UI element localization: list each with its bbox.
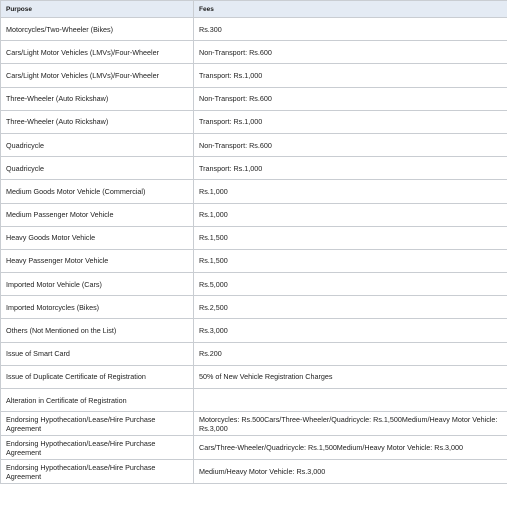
table-header xyxy=(1,1,507,18)
purpose-cell: Others (Not Mentioned on the List) xyxy=(1,319,194,342)
table-row xyxy=(1,110,507,133)
table-row xyxy=(1,319,507,342)
purpose-cell: Medium Goods Motor Vehicle (Commercial) xyxy=(1,180,194,203)
purpose-cell: Endorsing Hypothecation/Lease/Hire Purchase Agreement xyxy=(1,436,194,460)
purpose-cell: Three-Wheeler (Auto Rickshaw) xyxy=(1,87,194,110)
fee-cell: Cars/Three-Wheeler/Quadricycle: Rs.1,500Medium/Heavy Motor Vehicle: Rs.3,000 xyxy=(194,436,507,460)
table-row xyxy=(1,133,507,156)
fee-cell: Rs.5,000 xyxy=(194,273,507,296)
table-row xyxy=(1,273,507,296)
purpose-cell: Endorsing Hypothecation/Lease/Hire Purchase Agreement xyxy=(1,412,194,436)
table-row xyxy=(1,203,507,226)
column-header-purpose: Purpose xyxy=(1,1,194,18)
fee-cell: Medium/Heavy Motor Vehicle: Rs.3,000 xyxy=(194,460,507,484)
table-row xyxy=(1,64,507,87)
fee-cell: Transport: Rs.1,000 xyxy=(194,64,507,87)
table-row xyxy=(1,412,507,436)
purpose-cell: Issue of Duplicate Certificate of Registration xyxy=(1,365,194,388)
table-body xyxy=(1,18,507,484)
purpose-cell: Issue of Smart Card xyxy=(1,342,194,365)
fee-cell: Transport: Rs.1,000 xyxy=(194,110,507,133)
table-row xyxy=(1,389,507,412)
fee-cell: Rs.1,000 xyxy=(194,203,507,226)
purpose-cell: Alteration in Certificate of Registration xyxy=(1,389,194,412)
column-header-fees: Fees xyxy=(194,1,507,18)
fee-cell: Rs.1,000 xyxy=(194,180,507,203)
table-row xyxy=(1,157,507,180)
purpose-cell: Medium Passenger Motor Vehicle xyxy=(1,203,194,226)
table-row xyxy=(1,18,507,41)
fee-cell: Rs.1,500 xyxy=(194,226,507,249)
fee-cell: Rs.1,500 xyxy=(194,249,507,272)
fee-cell: Non-Transport: Rs.600 xyxy=(194,87,507,110)
table-row xyxy=(1,365,507,388)
purpose-cell: Cars/Light Motor Vehicles (LMVs)/Four-Wheeler xyxy=(1,41,194,64)
table-row xyxy=(1,436,507,460)
purpose-cell: Quadricycle xyxy=(1,157,194,180)
table-row xyxy=(1,249,507,272)
table-row xyxy=(1,460,507,484)
fee-cell: Rs.200 xyxy=(194,342,507,365)
table-row xyxy=(1,87,507,110)
purpose-cell: Imported Motor Vehicle (Cars) xyxy=(1,273,194,296)
purpose-cell: Heavy Passenger Motor Vehicle xyxy=(1,249,194,272)
table-row xyxy=(1,180,507,203)
table-row xyxy=(1,342,507,365)
fee-cell: Non-Transport: Rs.600 xyxy=(194,41,507,64)
purpose-cell: Three-Wheeler (Auto Rickshaw) xyxy=(1,110,194,133)
fee-cell: Motorcycles: Rs.500Cars/Three-Wheeler/Quadricycle: Rs.1,500Medium/Heavy Motor Vehicle: Rs.3,000 xyxy=(194,412,507,436)
fee-cell: Non-Transport: Rs.600 xyxy=(194,133,507,156)
fee-cell: 50% of New Vehicle Registration Charges xyxy=(194,365,507,388)
purpose-cell: Cars/Light Motor Vehicles (LMVs)/Four-Wheeler xyxy=(1,64,194,87)
fee-cell: Rs.2,500 xyxy=(194,296,507,319)
fee-cell xyxy=(194,389,507,412)
table-row xyxy=(1,296,507,319)
purpose-cell: Motorcycles/Two-Wheeler (Bikes) xyxy=(1,18,194,41)
purpose-cell: Endorsing Hypothecation/Lease/Hire Purchase Agreement xyxy=(1,460,194,484)
purpose-cell: Quadricycle xyxy=(1,133,194,156)
header-row xyxy=(1,1,507,18)
table-row xyxy=(1,226,507,249)
purpose-cell: Heavy Goods Motor Vehicle xyxy=(1,226,194,249)
fee-cell: Rs.3,000 xyxy=(194,319,507,342)
purpose-cell: Imported Motorcycles (Bikes) xyxy=(1,296,194,319)
fee-cell: Rs.300 xyxy=(194,18,507,41)
table-row xyxy=(1,41,507,64)
fee-cell: Transport: Rs.1,000 xyxy=(194,157,507,180)
